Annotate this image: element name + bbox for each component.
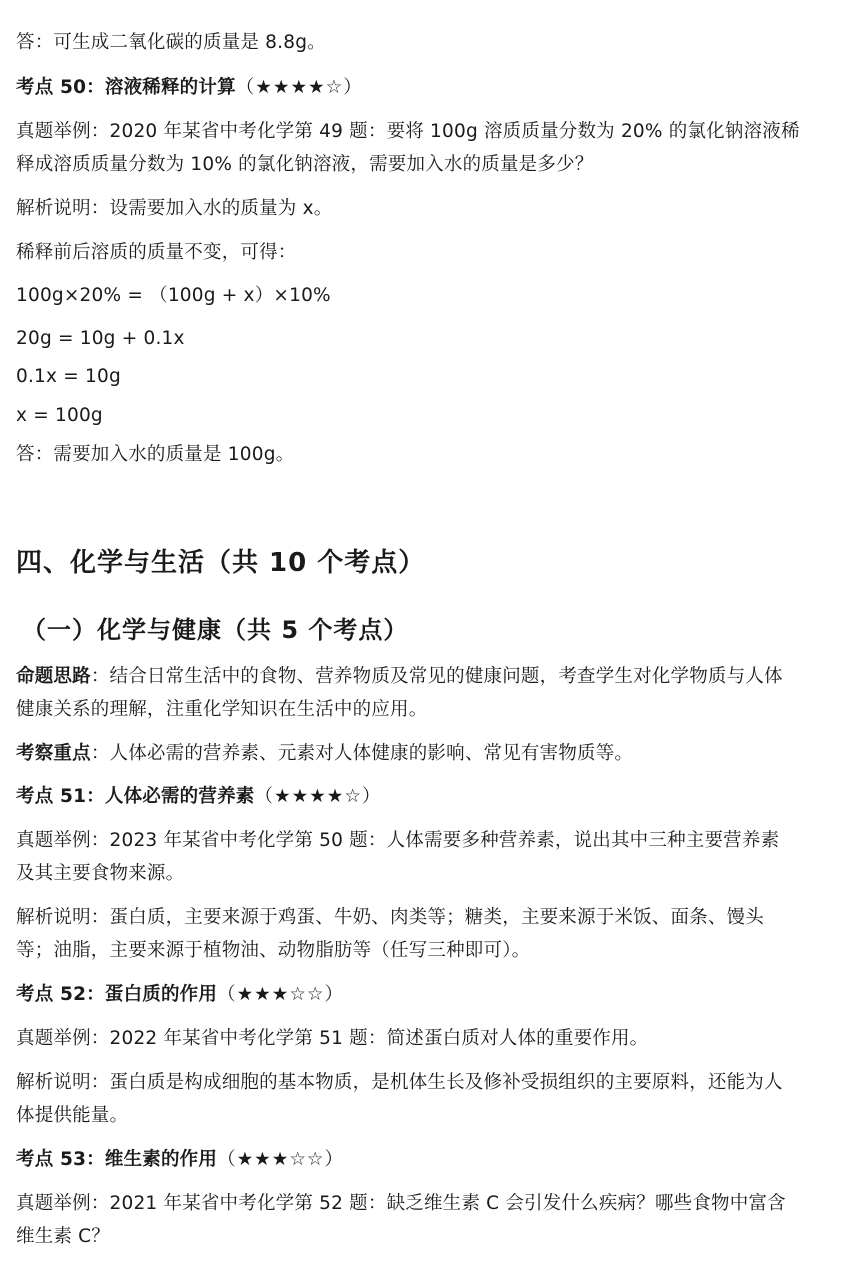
design-idea-line [16, 658, 849, 695]
analysis-line: 解析说明：蛋白质是构成细胞的基本物质，是机体生长及修补受损组织的主要原料，还能为人 [16, 1072, 783, 1093]
exam-point-label: 考点 52：蛋白质的作用 [16, 984, 218, 1005]
equation-line: 20g = 10g + 0.1x [16, 328, 185, 349]
exam-point-50-heading [16, 69, 849, 106]
subsection-heading: （一）化学与健康（共 5 个考点） [22, 616, 409, 644]
exam-point-51-heading [16, 778, 849, 815]
analysis-line: 稀释前后溶质的质量不变，可得： [16, 242, 297, 263]
example-question-line: 真题举例：2020 年某省中考化学第 49 题：要将 100g 溶质质量分数为 20% 的氯化钠溶液稀 [16, 121, 800, 142]
analysis-line: 等；油脂，主要来源于植物油、动物脂肪等（任写三种即可）。 [16, 940, 531, 961]
exam-point-53-heading [16, 1141, 849, 1178]
design-idea-line: 健康关系的理解，注重化学知识在生活中的应用。 [16, 699, 428, 720]
exam-point-label: 考点 51：人体必需的营养素 [16, 786, 255, 807]
equation-line: 0.1x = 10g [16, 366, 121, 387]
exam-point-label: 考点 53：维生素的作用 [16, 1149, 218, 1170]
exam-point-52-heading [16, 976, 849, 1013]
answer-line: 答：可生成二氧化碳的质量是 8.8g。 [16, 32, 326, 53]
analysis-line: 体提供能量。 [16, 1105, 129, 1126]
equation-line: 100g×20% = （100g + x）×10% [16, 285, 331, 306]
star-rating: （★★★★☆） [254, 786, 382, 807]
example-question-line: 维生素 C？ [16, 1226, 110, 1247]
example-question-line: 真题举例：2023 年某省中考化学第 50 题：人体需要多种营养素，说出其中三种主要营养素 [16, 830, 780, 851]
star-rating: （★★★☆☆） [217, 984, 345, 1005]
example-question-line: 真题举例：2022 年某省中考化学第 51 题：简述蛋白质对人体的重要作用。 [16, 1028, 649, 1049]
section-heading: 四、化学与生活（共 10 个考点） [16, 548, 426, 578]
analysis-line: 解析说明：蛋白质，主要来源于鸡蛋、牛奶、肉类等；糖类，主要来源于米饭、面条、馒头 [16, 907, 765, 928]
key-focus-text: ：人体必需的营养素、元素对人体健康的影响、常见有害物质等。 [90, 743, 634, 764]
design-idea-label: 命题思路 [16, 666, 91, 687]
star-rating: （★★★☆☆） [217, 1149, 345, 1170]
star-rating: （★★★★☆） [235, 77, 363, 98]
exam-point-label: 考点 50：溶液稀释的计算 [16, 77, 236, 98]
analysis-line: 解析说明：设需要加入水的质量为 x。 [16, 198, 333, 219]
example-question-line: 真题举例：2021 年某省中考化学第 52 题：缺乏维生素 C 会引发什么疾病？哪些食物中富含 [16, 1193, 786, 1214]
key-focus-label: 考察重点 [16, 743, 91, 764]
example-question-line: 释成溶质质量分数为 10% 的氯化钠溶液，需要加入水的质量是多少？ [16, 154, 594, 175]
answer-line: 答：需要加入水的质量是 100g。 [16, 444, 295, 465]
equation-line: x = 100g [16, 405, 103, 426]
example-question-line: 及其主要食物来源。 [16, 863, 185, 884]
key-focus-line [16, 735, 849, 772]
design-idea-text: ：结合日常生活中的食物、营养物质及常见的健康问题，考查学生对化学物质与人体 [90, 666, 783, 687]
